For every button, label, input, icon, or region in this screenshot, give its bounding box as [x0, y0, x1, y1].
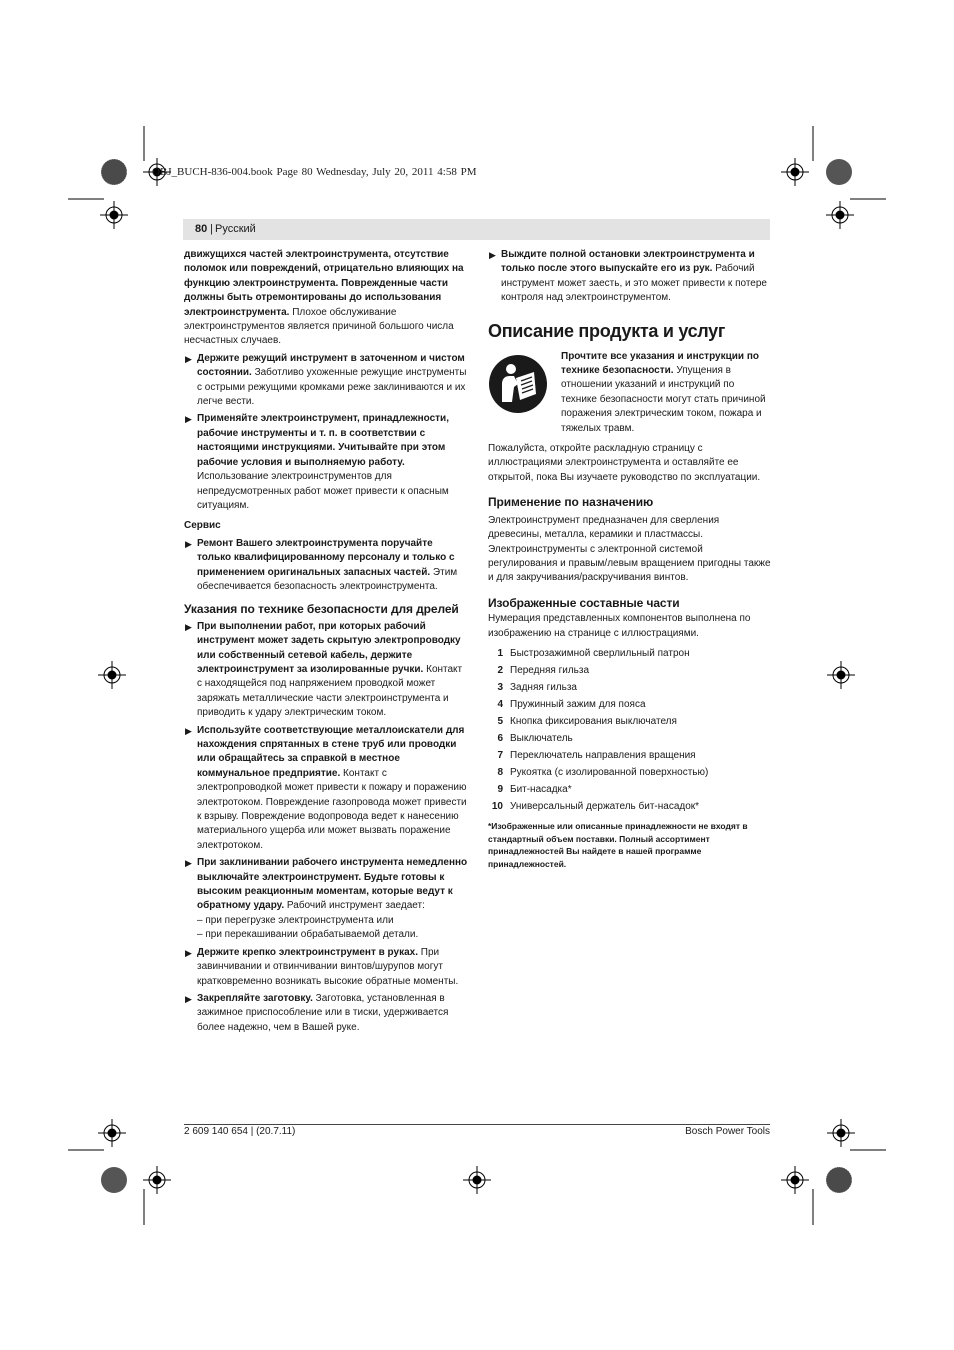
bullet-bold: Применяйте электроинструмент, принадлежности, рабочие инструменты и т. п. в соответствии с настоящими инструкциями. Учитывайте при этом рабочие условия и выполняемую работу.	[197, 413, 449, 468]
bullet-text: Контакт с находящейся под напряжением проводкой может заряжать металлические части электроинструмента и приводить к удару электрическим током.	[197, 663, 463, 719]
part-label: Пружинный зажим для пояса	[510, 698, 646, 710]
part-number: 7	[497, 749, 503, 761]
intro-paragraph	[184, 248, 468, 349]
part-label: Бит-насадка*	[510, 783, 572, 795]
fold-out-paragraph: Пожалуйста, откройте раскладную страницу с иллюстрациями электроинструмента и оставляйте ее открытой, пока Вы изучаете руководство по эксплуатации.	[488, 443, 761, 483]
part-number: 8	[497, 766, 503, 778]
triangle-bullet-icon: ▶	[489, 250, 496, 260]
bullet-item	[184, 537, 468, 595]
footer-brand: Bosch Power Tools	[685, 1126, 770, 1137]
triangle-bullet-icon: ▶	[185, 858, 192, 869]
left-column	[184, 248, 468, 1035]
bullet-text: Контакт с электропроводкой может привести к пожару и поражению электротоком. Повреждение газопровода может привести к взрыву. Повреждение водопровода ведет к нанесению материального ущерба или может вызвать поражение электротоком.	[197, 767, 467, 851]
bullet-item	[184, 946, 468, 989]
header-separator: |	[210, 223, 213, 235]
safety-bold: Прочтите все указания и инструкции по технике безопасности.	[561, 350, 759, 377]
triangle-bullet-icon: ▶	[185, 947, 192, 958]
bullet-item	[488, 248, 771, 306]
read-manual-icon	[488, 354, 548, 414]
bullet-bold: Ремонт Вашего электроинструмента поручайте только квалифицированному персоналу и только с применением оригинальных запасных частей.	[197, 537, 455, 578]
list-item	[488, 645, 771, 662]
intro-bold: движущихся частей электроинструмента, отсутствие поломок или повреждений, отрицательно влияющих на функцию электроинструмента. Поврежденные части должны быть отремонтированы до использования электроинструмента.	[184, 249, 464, 318]
footer-doc-number: 2 609 140 654 | (20.7.11)	[184, 1126, 296, 1137]
part-label: Универсальный держатель бит-насадок*	[510, 800, 700, 812]
right-column	[488, 248, 771, 870]
page-header	[183, 219, 770, 240]
part-number: 5	[497, 715, 503, 727]
section-title: Описание продукта и услуг	[488, 320, 726, 341]
list-item	[488, 781, 771, 798]
part-label: Быстрозажимной сверлильный патрон	[510, 647, 690, 659]
triangle-bullet-icon: ▶	[185, 621, 192, 632]
bullet-item	[184, 724, 468, 854]
list-item	[488, 679, 771, 696]
bullet-text: Рабочий инструмент заедает:	[284, 900, 425, 912]
triangle-bullet-icon: ▶	[185, 414, 192, 425]
list-item	[488, 764, 771, 781]
bullet-bold: Держите крепко электроинструмент в руках.	[197, 946, 419, 958]
triangle-bullet-icon: ▶	[185, 538, 192, 549]
bullet-item	[184, 352, 468, 410]
service-heading: Сервис	[184, 520, 221, 532]
bullet-bold: При заклинивании рабочего инструмента немедленно выключайте электроинструмент. Будьте готовы к высоким реакционным моментам, которые ведут к обратному удару.	[197, 857, 468, 912]
dash-line: – при перекашивании обрабатываемой детали.	[197, 929, 419, 941]
list-item	[488, 662, 771, 679]
bullet-bold: Выждите полной остановки электроинструмента и только после этого выпускайте его из рук.	[501, 249, 755, 275]
part-number: 9	[497, 783, 503, 795]
bullet-item	[184, 992, 468, 1035]
part-number: 1	[497, 647, 503, 659]
bullet-text: Рабочий инструмент может заесть, и это может привести к потере контроля над электроинструментом.	[501, 263, 767, 304]
bullet-bold: Закрепляйте заготовку.	[197, 992, 313, 1004]
list-item	[488, 713, 771, 730]
safety-notice	[488, 350, 771, 436]
part-number: 10	[491, 800, 503, 812]
intro-text: Плохое обслуживание электроинструментов является причиной большого числа несчастных случаев.	[184, 306, 454, 347]
header-language: Русский	[215, 223, 256, 235]
bullet-text: Использование электроинструментов для непредусмотренных работ может привести к опасным ситуациям.	[197, 471, 449, 511]
part-number: 6	[497, 732, 503, 744]
list-item	[488, 798, 771, 815]
bullet-text: Этим обеспечивается безопасность электроинструмента.	[197, 566, 458, 592]
footer-rule	[184, 1124, 770, 1125]
list-item	[488, 730, 771, 747]
page-number: 80	[195, 223, 208, 235]
part-label: Задняя гильза	[510, 681, 577, 693]
list-item	[488, 696, 771, 713]
bullet-text: При завинчивании и отвинчивании винтов/шурупов могут кратковременно возникать высокие обратные моменты.	[197, 946, 459, 987]
bullet-text: Заготовка, установленная в зажимное приспособление или в тиски, удерживается более надежно, чем в Вашей руке.	[197, 992, 449, 1033]
part-number: 4	[497, 698, 503, 710]
dash-line: – при перегрузке электроинструмента или	[197, 914, 394, 926]
bullet-text: Заботливо ухоженные режущие инструменты с острыми режущими кромками реже заклиниваются и их легче вести.	[197, 367, 467, 408]
part-label: Кнопка фиксирования выключателя	[510, 715, 677, 727]
intended-use-heading: Применение по назначению	[488, 495, 654, 510]
triangle-bullet-icon: ▶	[185, 353, 192, 364]
print-slug: OBJ_BUCH-836-004.book Page 80 Wednesday, July 20, 2011 4:58 PM	[152, 166, 477, 178]
triangle-bullet-icon: ▶	[185, 725, 192, 736]
bullet-bold: Держите режущий инструмент в заточенном и чистом состоянии.	[197, 352, 465, 379]
list-item	[488, 747, 771, 764]
components-intro: Нумерация представленных компонентов выполнена по изображению на странице с иллюстрациями.	[488, 613, 751, 639]
bullet-item	[184, 856, 468, 942]
part-label: Передняя гильза	[510, 664, 590, 676]
bullet-item	[184, 620, 468, 721]
bullet-bold: При выполнении работ, при которых рабочий инструмент может задеть скрытую электропроводку или собственный сетевой кабель, держите электроинструмент за изолированные ручки.	[197, 620, 461, 675]
components-heading: Изображенные составные части	[488, 595, 680, 610]
intended-use-paragraph: Электроинструмент предназначен для сверления древесины, металла, керамики и пластмассы. Электроинструменты с электронной системой регулирования и правым/левым вращением пригодны также и для закручивания/раскручивания винтов.	[488, 514, 771, 584]
bullet-bold: Используйте соответствующие металлоискатели для нахождения спрятанных в стене труб или проводки или обращайтесь за справкой в местное коммунальное предприятие.	[197, 724, 465, 779]
triangle-bullet-icon: ▶	[185, 993, 192, 1004]
part-label: Выключатель	[510, 732, 573, 744]
drill-safety-heading: Указания по технике безопасности для дрелей	[184, 602, 459, 617]
part-number: 3	[497, 681, 503, 693]
accessories-footnote: *Изображенные или описанные принадлежности не входят в стандартный объем поставки. Полный ассортимент принадлежностей Вы найдете в нашей программе принадлежностей.	[488, 820, 748, 869]
components-list	[488, 645, 771, 815]
bullet-item	[184, 412, 468, 513]
part-number: 2	[497, 664, 503, 676]
part-label: Переключатель направления вращения	[510, 749, 696, 761]
part-label: Рукоятка (с изолированной поверхностью)	[510, 766, 709, 778]
safety-text: Упущения в отношении указаний и инструкций по технике безопасности могут стать причиной поражения электрическим током, пожара и тяжелых травм.	[561, 365, 766, 434]
